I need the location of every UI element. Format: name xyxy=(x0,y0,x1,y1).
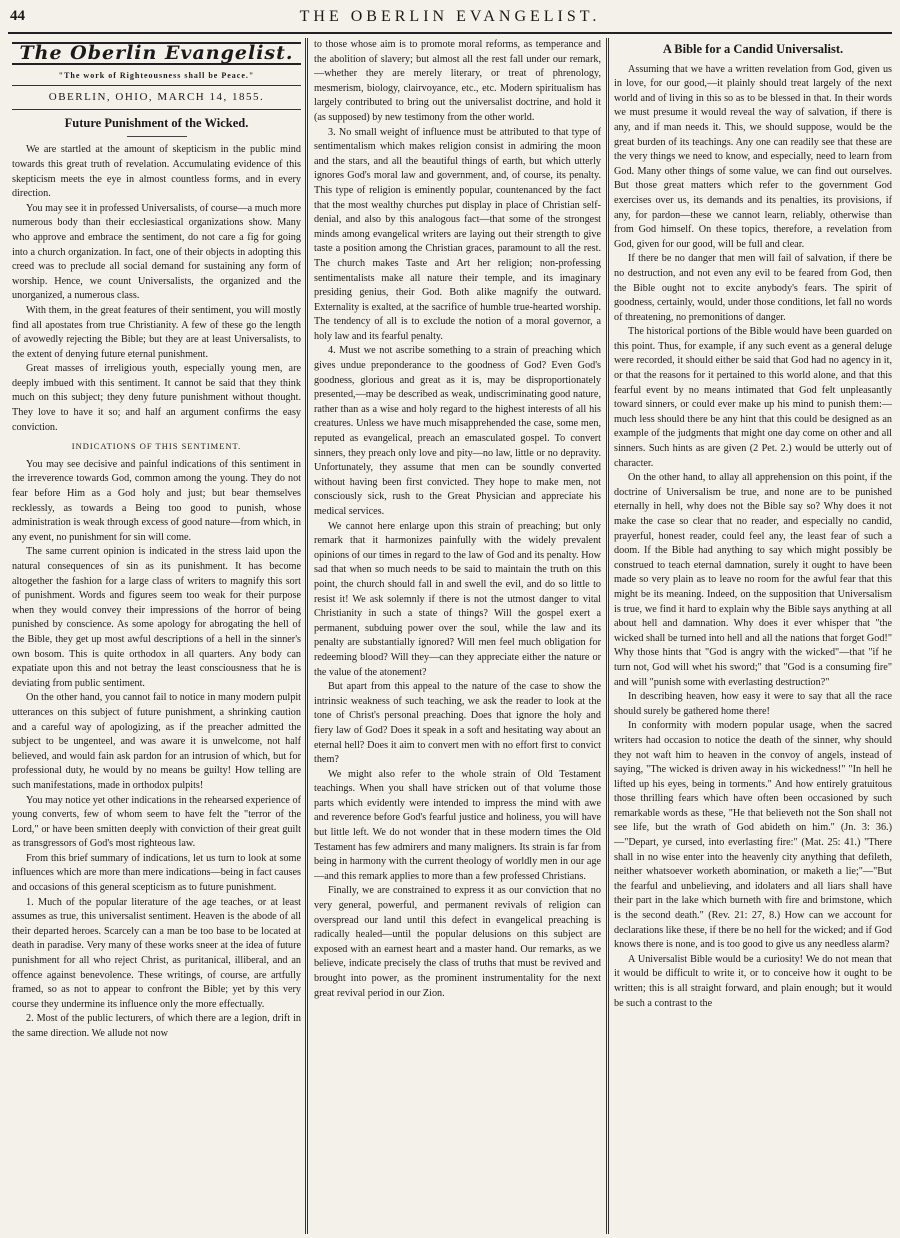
paragraph: We cannot here enlarge upon this strain of preaching; but only remark that it harmonizes painfully with the widely prevalent opinions of our times in regard to the law of God and its penalty. How sad that when so much needs to be said to maintain the truth on this point, the church should fall in and swell the evil, and do so little to resist it! We ask solemnly if there is not the utmost danger to vital Christianity in such a state of things? Will the gospel exert a permanent, subduing power over the soul, while the law and its penalty are substantially ignored? Will men feel much obligation for redeeming blood? Will they—can they appreciate either the nature or the value of the atonement? xyxy=(314,520,601,678)
paragraph: With them, in the great features of their sentiment, you will mostly find all apostates from true Christianity. A few of these go the length of avowedly rejecting the Bible; but they are at least Universalists, to the extent of denying future eternal punishment. xyxy=(12,304,301,360)
header-rule xyxy=(8,32,892,34)
section-subhead: INDICATIONS OF THIS SENTIMENT. xyxy=(71,441,242,452)
paragraph: Assuming that we have a written revelation from God, given us in love, for our good,—it plainly should treat largely of the next world and of living in this so as to be blessed in that. In their words we must presume it would reveal the way of salvation, if there is any, and if man needs it. This, we should suppose, would be the great burden of its teachings. Any one can readily see that these are the very things we need to know, and especially, need to learn from God. Many other things of some value, we can find out ourselves. But those great matters which refer to the government God exercises over us, its demands and its penalties, its provisions, if any, for pardon—these we cannot learn, reliably, otherwise than from God himself. On these topics, therefore, a revelation from God, given for our good, will be full and clear. xyxy=(614,63,892,250)
running-head xyxy=(0,6,900,30)
paragraph: We might also refer to the whole strain of Old Testament teachings. When you shall have stricken out of that volume those parts which evidently were intended to impress the mind with awe and reverence before God's fearful justice and holiness, you will have but little left. We do not wonder that in these modern times the Old Testament has few admirers and many maligners. Its strain is far from being in harmony with the current theology of worldly men in our age—and this remark applies to more than a few professed Christians. xyxy=(314,768,601,882)
paragraph: In describing heaven, how easy it were to say that all the race should surely be gathered home there! xyxy=(614,691,892,717)
paragraph: Great masses of irreligious youth, especially young men, are deeply imbued with this sentiment. It cannot be said that they think much on this subject; they deny future punishment without thought. They love to have it so; and half an argument confirms the easy conviction. xyxy=(12,363,301,433)
masthead-title: The Oberlin Evangelist. xyxy=(12,42,301,65)
paragraph: You may see it in professed Universalists, of course—a much more numerous body than their ecclesiastical organizations show. Many who approve and embrace the sentiment, do not care a fig for going into a church organization. In fact, one of their objects in adopting this creed was to preclude all social demand for sustaining any form of worship. Hence, we count Universalists, the organized and the unorganized, a numerous class. xyxy=(12,202,301,302)
paragraph: to those whose aim is to promote moral reforms, as temperance and the abolition of slavery; but almost all the rest fall under our remark,—whether they are merely literary, or treat of phrenology, mesmerism, biology, clairvoyance, etc., etc. Modern spiritualism has largely contributed to bring out the universalist doctrine, and hold it (as supposed) by new testimony from the other world. xyxy=(314,39,601,123)
paragraph: If there be no danger that men will fail of salvation, if there be no destruction, and not even any evil to be feared from God, then the Bible ought not to excite anybody's fears. The spirit of goodness, certainly, would, under those conditions, let fall no words of threatening, no premonitions of danger. xyxy=(614,253,892,323)
paragraph: In conformity with modern popular usage, when the sacred writers had occasion to notice the death of the sinner, why should they not waft him to heaven in the convoy of angels, instead of saying, "The wicked is driven away in his wickedness!" "In hell he lifted up his eyes, being in torments." And how entirely gratuitous those thrilling fears which have often been occasioned by such remarkable words as these, "He that believeth not the Son shall not see life, but the wrath of God abideth on him." (Jn. 3: 36.)—"Depart, ye cursed, into everlasting fire:" (Mat. 25: 41.) "There shall in no wise enter into the heavenly city anything that defileth, neither whatsoever worketh abomination, or maketh a lie;"—"But the fearful and unbelieving, and idolaters and all liars shall have their part in the lake which burneth with fire and brimstone, which is the second death." (Rev. 21: 27, 8.) How can we account for declarations like these, if there be no hell for the wicked; and if God knows there is none, and is too good to give us any needless alarm? xyxy=(614,720,892,951)
dateline: OBERLIN, OHIO, MARCH 14, 1855. xyxy=(12,85,301,110)
paragraph: A Universalist Bible would be a curiosity! We do not mean that it would be difficult to write it, or to conceive how it ought to be written; this is all straight forward, and plain enough; but it would be such a contrast to the xyxy=(614,953,892,1009)
paragraph: 1. Much of the popular literature of the age teaches, or at least assumes as true, this universalist sentiment. Heaven is the abode of all their departed heroes. Scarcely can a man be too base to be located at death in paradise. Very many of these works sneer at the idea of future punishment for all who reject Christ, as puritanical, illiberal, and an offence against benevolence. These writings, of course, are artfully framed, so as not to appear to confront the Bible; yet by this very course they undermine its influence only the more effectually. xyxy=(12,896,301,1010)
paragraph: The same current opinion is indicated in the stress laid upon the natural consequences of sin as its punishment. It has become altogether the fashion for a large class of writers to magnify this sort of punishment. Words and figures seem too weak for their purpose when they would convey their impressions of the horror of being punished by conscience. As some apology for abrogating the hell of the Bible, they get up most awful descriptions of a hell in the sinner's own bosom. This is quite orthodox in all quarters. Any body can expatiate upon this and not betray the least consciousness that he is deviating from public sentiment. xyxy=(12,546,301,689)
paragraph: 4. Must we not ascribe something to a strain of preaching which gives undue preponderance to the goodness of God? Even God's goodness, glorious and great as it is, may be disproportionately presented,—may be described as weak, undiscriminating good nature, rather than as a wise and holy regard to the highest interests of all his creatures. Unless we have much misapprehended the case, some men, reputed as evangelical, preach an emasculated gospel. To convert sinners, they preach only love and pity—no law, little or no depravity. Unfortunately, they assume that men can be soundly converted without having been first convicted. They hope to make men, not consciously sick, rush to the Great Physician and appreciate his medical services. xyxy=(314,345,601,517)
paragraph: Finally, we are constrained to express it as our conviction that no very general, powerful, and permanent revivals of religion can overspread our land until this defect in evangelical preaching is radically healed—until the popular delusions on this subject are exposed with an earnest heart and a master hand. Our remarks, as we believe, indicate precisely the class of truths that must be revived and brought into power, as the prominent instrumentality for the next great revival period in our Zion. xyxy=(314,885,601,999)
column-2 xyxy=(314,38,601,1234)
column-1 xyxy=(12,38,301,1234)
paragraph: 2. Most of the public lecturers, of which there are a legion, drift in the same direction. We allude not now xyxy=(12,1013,301,1039)
article-title: A Bible for a Candid Universalist. xyxy=(662,42,844,56)
paragraph: From this brief summary of indications, let us turn to look at some influences which are more than mere indications—being in fact causes and occasions of this general scepticism as to future punishment. xyxy=(12,852,301,894)
article-title: Future Punishment of the Wicked. xyxy=(64,115,249,130)
column-divider xyxy=(606,38,609,1234)
paragraph: We are startled at the amount of skepticism in the public mind towards this great truth of revelation. Accumulating evidence of this skepticism meets the eye in almost countless forms, and in every direction. xyxy=(12,144,301,200)
paragraph: But apart from this appeal to the nature of the case to show the intrinsic weakness of such teaching, we ask the reader to look at the tone of Christ's personal preaching. Does that ignore the holy and fiery law of God? Does it speak in a soft and hesitating way about an eternal hell? Does it aim to convert men with no effort first to convict them? xyxy=(314,681,601,766)
paragraph: The historical portions of the Bible would have been guarded on this point. Thus, for example, if any such event as a general deluge were recorded, it should either be said that God had no agency in it, or that the reasons for it pertained to this world alone, and that this fearful event by no means intimated that God felt unpleasantly toward sinners, or could ever make up his mind to punish them:—much less should there be any hint that this could be designed as an example of the judgments that might one day come on other and all sinners. Such hints as are given (2 Pet. 2.) would be utterly out of character. xyxy=(614,326,892,469)
paragraph: 3. No small weight of influence must be attributed to that type of sentimentalism which makes religion consist in admiring the moon and the stars, and all the beautiful things of earth, but which utterly ignores God's moral law and government, and, of course, its penalty. This type of religion is eminently popular, countenanced by the fact that the most wealthy churches put display in place of Christian self-denial, and also by this analogous fact—that some of the strongest minds among evangelical writers are laying out their strength to give taste a position among the Christian graces, paramount to all the rest. The church makes Taste and Art her religion; non-professing sentimentalists make all nature their temple, and its imaginary presiding genius, their God. Both alike magnify the outward. Externality is exalted, at the sacrifice of humble true-hearted worship. The tendency of all is to exclude the notion of a moral governor, a holy law and its fearful penalty. xyxy=(314,126,601,342)
page-number: 44 xyxy=(10,8,25,24)
column-divider xyxy=(305,38,308,1234)
title-rule xyxy=(127,136,187,137)
journal-name: THE OBERLIN EVANGELIST. xyxy=(299,8,601,25)
paragraph: On the other hand, you cannot fail to notice in many modern pulpit utterances on this subject of future punishment, a shrinking caution and a careful way of apologizing, as if the preacher admitted the subject to be ungenteel, and was aware it is unwelcome, not half believed, and would fain ask pardon for an intrusion of which, but for professional duty, he would by no means be guilty! How telling are such manifestations, made in orthodox pulpits! xyxy=(12,692,301,791)
paragraph: You may see decisive and painful indications of this sentiment in the irreverence towards God, common among the young. They do not fear before Him as a God holy and just; but bear themselves recklessly, as towards a Being too good to punish, whose administration is weak through excess of good nature—from which, in any event, no punishment for sin will come. xyxy=(12,458,301,543)
column-3 xyxy=(614,38,892,1234)
masthead-motto: "The work of Righteousness shall be Peace." xyxy=(58,70,255,80)
paragraph: You may notice yet other indications in the rehearsed experience of young converts, few of whom seem to have felt the "terror of the Lord," or have been smitten deeply with conviction of their great guilt as transgressors of God's most righteous law. xyxy=(12,794,301,850)
paragraph: On the other hand, to allay all apprehension on this point, if the doctrine of Universalism be true, and none are to be punished eternally in hell, why does not the Bible say so? Why does it not make the case so clear that no reader, and especially no candid, prayerful, honest reader, could feel any, the least fear of such a doom. If the Bible had anything to say which might possibly be construed to teach eternal damnation, surely it ought to have been made so very plain as to leave no room for the awful fear that this might be its meaning. Indeed, on the supposition that Universalism is true, we find it hard to explain why the Bible says anything at all about hell and damnation. Why does it ever whisper that "the wicked shall be turned into hell and all the nations that forget God!" Why those hints that "God is angry with the wicked"—that "if he turn not, God will whet his sword;" that "God is a consuming fire" and will "punish some with everlasting destruction?" xyxy=(614,472,892,688)
